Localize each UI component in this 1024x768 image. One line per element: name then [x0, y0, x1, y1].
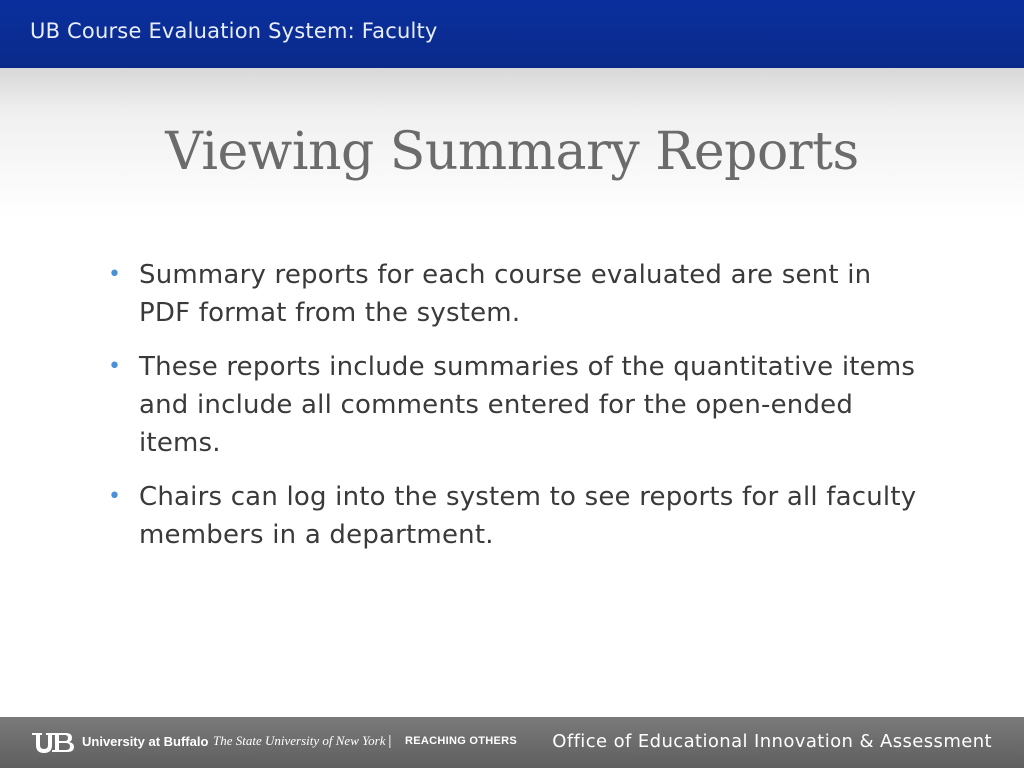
bullet-text: These reports include summaries of the quantitative items and include all comments entered for the open-ended items. [139, 352, 916, 458]
bullet-text: Chairs can log into the system to see reports for all faculty members in a department. [139, 482, 917, 550]
bullet-dot-icon: • [108, 484, 122, 509]
footer-bar [0, 717, 1024, 768]
bullet-list [105, 256, 925, 570]
bullet-dot-icon: • [108, 262, 122, 287]
bullet-item [105, 256, 925, 332]
bullet-dot-icon: • [108, 354, 122, 379]
bullet-item [105, 348, 925, 462]
slide-title: Viewing Summary Reports [165, 122, 859, 182]
suny-label: The State University of New York [213, 733, 386, 748]
bullet-text: Summary reports for each course evaluated are sent in PDF format from the system. [139, 260, 872, 328]
tagline: REACHING OTHERS [405, 735, 518, 747]
header-bar [0, 0, 1024, 68]
bullet-item [105, 478, 925, 554]
footer-separator: | [388, 732, 392, 748]
office-name: Office of Educational Innovation & Assessment [552, 731, 992, 752]
university-name: University at Buffalo [82, 734, 209, 749]
app-title: UB Course Evaluation System: Faculty [30, 19, 438, 43]
ub-logo-icon [30, 730, 76, 754]
